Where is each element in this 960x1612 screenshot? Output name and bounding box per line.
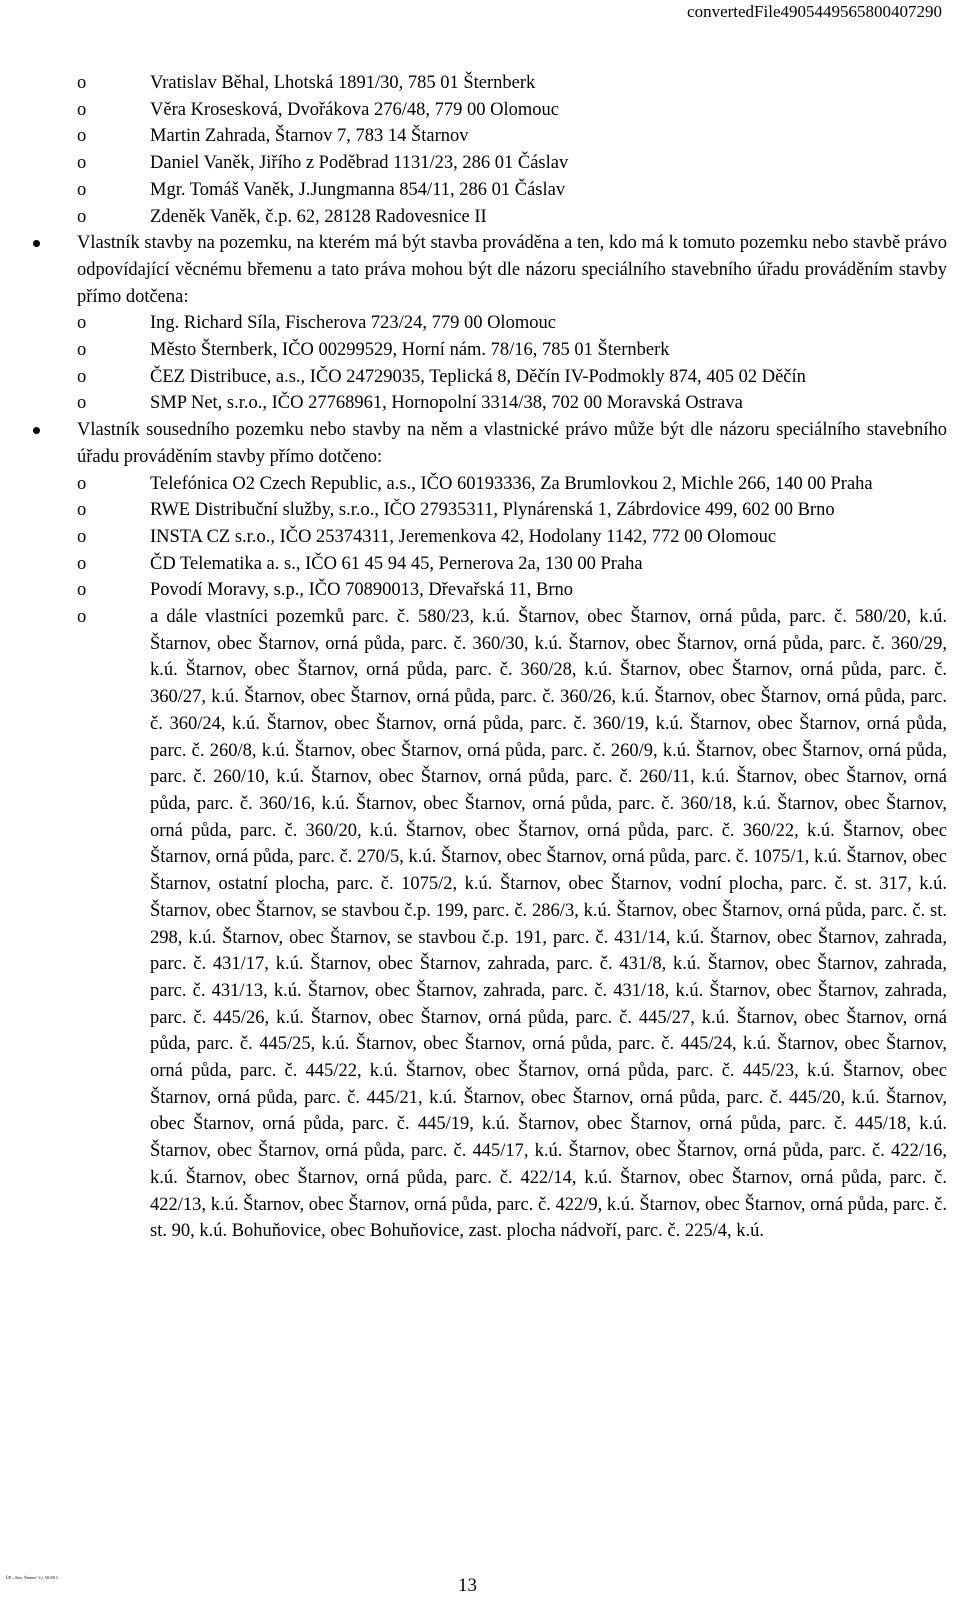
- bullet-paragraph: [77, 230, 947, 310]
- sub-list-item-text: SMP Net, s.r.o., IČO 27768961, Hornopolní 3314/38, 702 00 Moravská Ostrava: [150, 393, 743, 414]
- sub-list-item-text: Martin Zahrada, Štarnov 7, 783 14 Štarnov: [150, 126, 469, 147]
- list-marker: o: [77, 340, 87, 361]
- bullet-paragraph: [77, 417, 947, 470]
- sub-list-item: [77, 364, 947, 391]
- sub-list-item-text: Město Šternberk, IČO 00299529, Horní nám. 78/16, 785 01 Šternberk: [150, 340, 670, 361]
- bullet-paragraph-text: Vlastník sousedního pozemku nebo stavby na něm a vlastnické právo může být dle názoru speciálního stavebního úřadu prováděním stavby přímo dotčeno:: [77, 420, 947, 467]
- footer-small-note: ÚP – Stav. 'Štarnov' č.j. 58/2013: [6, 1575, 58, 1580]
- sub-list-item: [77, 123, 947, 150]
- list-marker: o: [77, 526, 87, 547]
- file-name-header: convertedFile4905449565800407290: [687, 2, 942, 21]
- sub-list-item-text: Telefónica O2 Czech Republic, a.s., IČO 60193336, Za Brumlovkou 2, Michle 266, 140 00 Praha: [150, 473, 873, 494]
- sub-list-item: [77, 337, 947, 364]
- sub-list-item-text: a dále vlastníci pozemků parc. č. 580/23, k.ú. Štarnov, obec Štarnov, orná půda, parc. č. 580/20, k.ú. Štarnov, obec Štarnov, orná půda, parc. č. 360/30, k.ú. Štarnov, obec Štarnov, orná půda, parc. č. 360/29, k.ú. Štarnov, obec Štarnov, orná půda, parc. č. 360/28, k.ú. Štarnov, obec Štarnov, orná půda, parc. č. 360/27, k.ú. Štarnov, obec Štarnov, orná půda, parc. č. 360/26, k.ú. Štarnov, obec Štarnov, orná půda, parc. č. 360/24, k.ú. Štarnov, obec Štarnov, orná půda, parc. č. 360/19, k.ú. Štarnov, obec Štarnov, orná půda, parc. č. 260/8, k.ú. Štarnov, obec Štarnov, orná půda, parc. č. 260/9, k.ú. Štarnov, obec Štarnov, orná půda, parc. č. 260/10, k.ú. Štarnov, obec Štarnov, orná půda, parc. č. 260/11, k.ú. Štarnov, obec Štarnov, orná půda, parc. č. 360/16, k.ú. Štarnov, obec Štarnov, orná půda, parc. č. 360/18, k.ú. Štarnov, obec Štarnov, orná půda, parc. č. 360/20, k.ú. Štarnov, obec Štarnov, orná půda, parc. č. 360/22, k.ú. Štarnov, obec Štarnov, orná půda, parc. č. 270/5, k.ú. Štarnov, obec Štarnov, orná půda, parc. č. 1075/1, k.ú. Štarnov, obec Štarnov, ostatní plocha, parc. č. 1075/2, k.ú. Štarnov, obec Štarnov, vodní plocha, parc. č. st. 317, k.ú. Štarnov, obec Štarnov, se stavbou č.p. 199, parc. č. 286/3, k.ú. Štarnov, obec Štarnov, orná půda, parc. č. st. 298, k.ú. Štarnov, obec Štarnov, se stavbou č.p. 191, parc. č. 431/14, k.ú. Štarnov, obec Štarnov, zahrada, parc. č. 431/17, k.ú. Štarnov, obec Štarnov, zahrada, parc. č. 431/8, k.ú. Štarnov, obec Štarnov, zahrada, parc. č. 431/13, k.ú. Štarnov, obec Štarnov, zahrada, parc. č. 431/18, k.ú. Štarnov, obec Štarnov, zahrada, parc. č. 445/26, k.ú. Štarnov, obec Štarnov, orná půda, parc. č. 445/27, k.ú. Štarnov, obec Štarnov, orná půda, parc. č. 445/25, k.ú. Štarnov, obec Štarnov, orná půda, parc. č. 445/24, k.ú. Štarnov, obec Štarnov, orná půda, parc. č. 445/22, k.ú. Štarnov, obec Štarnov, orná půda, parc. č. 445/23, k.ú. Štarnov, obec Štarnov, orná půda, parc. č. 445/21, k.ú. Štarnov, obec Štarnov, orná půda, parc. č. 445/20, k.ú. Štarnov, obec Štarnov, orná půda, parc. č. 445/19, k.ú. Štarnov, obec Štarnov, orná půda, parc. č. 445/18, k.ú. Štarnov, obec Štarnov, orná půda, parc. č. 445/17, k.ú. Štarnov, obec Štarnov, orná půda, parc. č. 422/16, k.ú. Štarnov, obec Štarnov, orná půda, parc. č. 422/14, k.ú. Štarnov, obec Štarnov, orná půda, parc. č. 422/13, k.ú. Štarnov, obec Štarnov, orná půda, parc. č. 422/9, k.ú. Štarnov, obec Štarnov, orná půda, parc. č. st. 90, k.ú. Bohuňovice, obec Bohuňovice, zast. plocha nádvoří, parc. č. 225/4, k.ú.: [150, 607, 947, 1242]
- sub-list-item-text: Vratislav Běhal, Lhotská 1891/30, 785 01 Šternberk: [150, 73, 536, 93]
- list-marker: o: [77, 99, 87, 120]
- list-marker: o: [77, 153, 87, 174]
- sub-list-item-text: INSTA CZ s.r.o., IČO 25374311, Jeremenkova 42, Hodolany 1142, 772 00 Olomouc: [150, 526, 777, 547]
- list-marker: o: [77, 126, 87, 147]
- list-marker: o: [77, 607, 87, 628]
- list-marker: o: [77, 179, 87, 200]
- list-marker: o: [77, 393, 87, 414]
- page-number: 13: [458, 1575, 477, 1596]
- sub-list-item: [77, 150, 947, 177]
- sub-list-item-text: Mgr. Tomáš Vaněk, J.Jungmanna 854/11, 286 01 Čáslav: [150, 179, 566, 200]
- sub-list-item: [77, 604, 947, 1245]
- list-marker: o: [77, 73, 87, 93]
- sub-list-item: [77, 471, 947, 498]
- sub-list-item: [77, 497, 947, 524]
- document-body: [77, 70, 947, 1245]
- sub-list-item: [77, 524, 947, 551]
- sub-list-item: [77, 70, 947, 97]
- bullet-icon: [33, 240, 40, 247]
- sub-list-item-text: Povodí Moravy, s.p., IČO 70890013, Dřevařská 11, Brno: [150, 580, 574, 601]
- sub-list-item: [77, 204, 947, 231]
- sub-list-item-text: Daniel Vaněk, Jiřího z Poděbrad 1131/23, 286 01 Čáslav: [150, 153, 569, 174]
- bullet-icon: [33, 427, 40, 434]
- list-marker: o: [77, 313, 87, 334]
- list-marker: o: [77, 553, 87, 574]
- sub-list-item-text: Ing. Richard Síla, Fischerova 723/24, 779 00 Olomouc: [150, 313, 556, 334]
- sub-list-item: [77, 310, 947, 337]
- sub-list-item: [77, 177, 947, 204]
- sub-list-item-text: Věra Krosesková, Dvořákova 276/48, 779 00 Olomouc: [150, 99, 559, 120]
- sub-list-item-text: Zdeněk Vaněk, č.p. 62, 28128 Radovesnice II: [150, 206, 487, 227]
- list-marker: o: [77, 473, 87, 494]
- sub-list-item-text: ČEZ Distribuce, a.s., IČO 24729035, Teplická 8, Děčín IV-Podmokly 874, 405 02 Děčín: [150, 366, 806, 387]
- list-marker: o: [77, 366, 87, 387]
- sub-list-item: [77, 551, 947, 578]
- list-marker: o: [77, 580, 87, 601]
- bullet-paragraph-text: Vlastník stavby na pozemku, na kterém má být stavba prováděna a ten, kdo má k tomuto pozemku nebo stavbě právo odpovídající věcnému břemenu a tato práva mohou být dle názoru speciálního stavebního úřadu prováděním stavby přímo dotčena:: [77, 233, 947, 307]
- list-marker: o: [77, 500, 87, 521]
- sub-list-item: [77, 97, 947, 124]
- sub-list-item-text: ČD Telematika a. s., IČO 61 45 94 45, Pernerova 2a, 130 00 Praha: [150, 553, 643, 574]
- list-marker: o: [77, 206, 87, 227]
- sub-list-item-text: RWE Distribuční služby, s.r.o., IČO 27935311, Plynárenská 1, Zábrdovice 499, 602 00 Brno: [150, 500, 835, 521]
- sub-list-item: [77, 577, 947, 604]
- sub-list-item: [77, 390, 947, 417]
